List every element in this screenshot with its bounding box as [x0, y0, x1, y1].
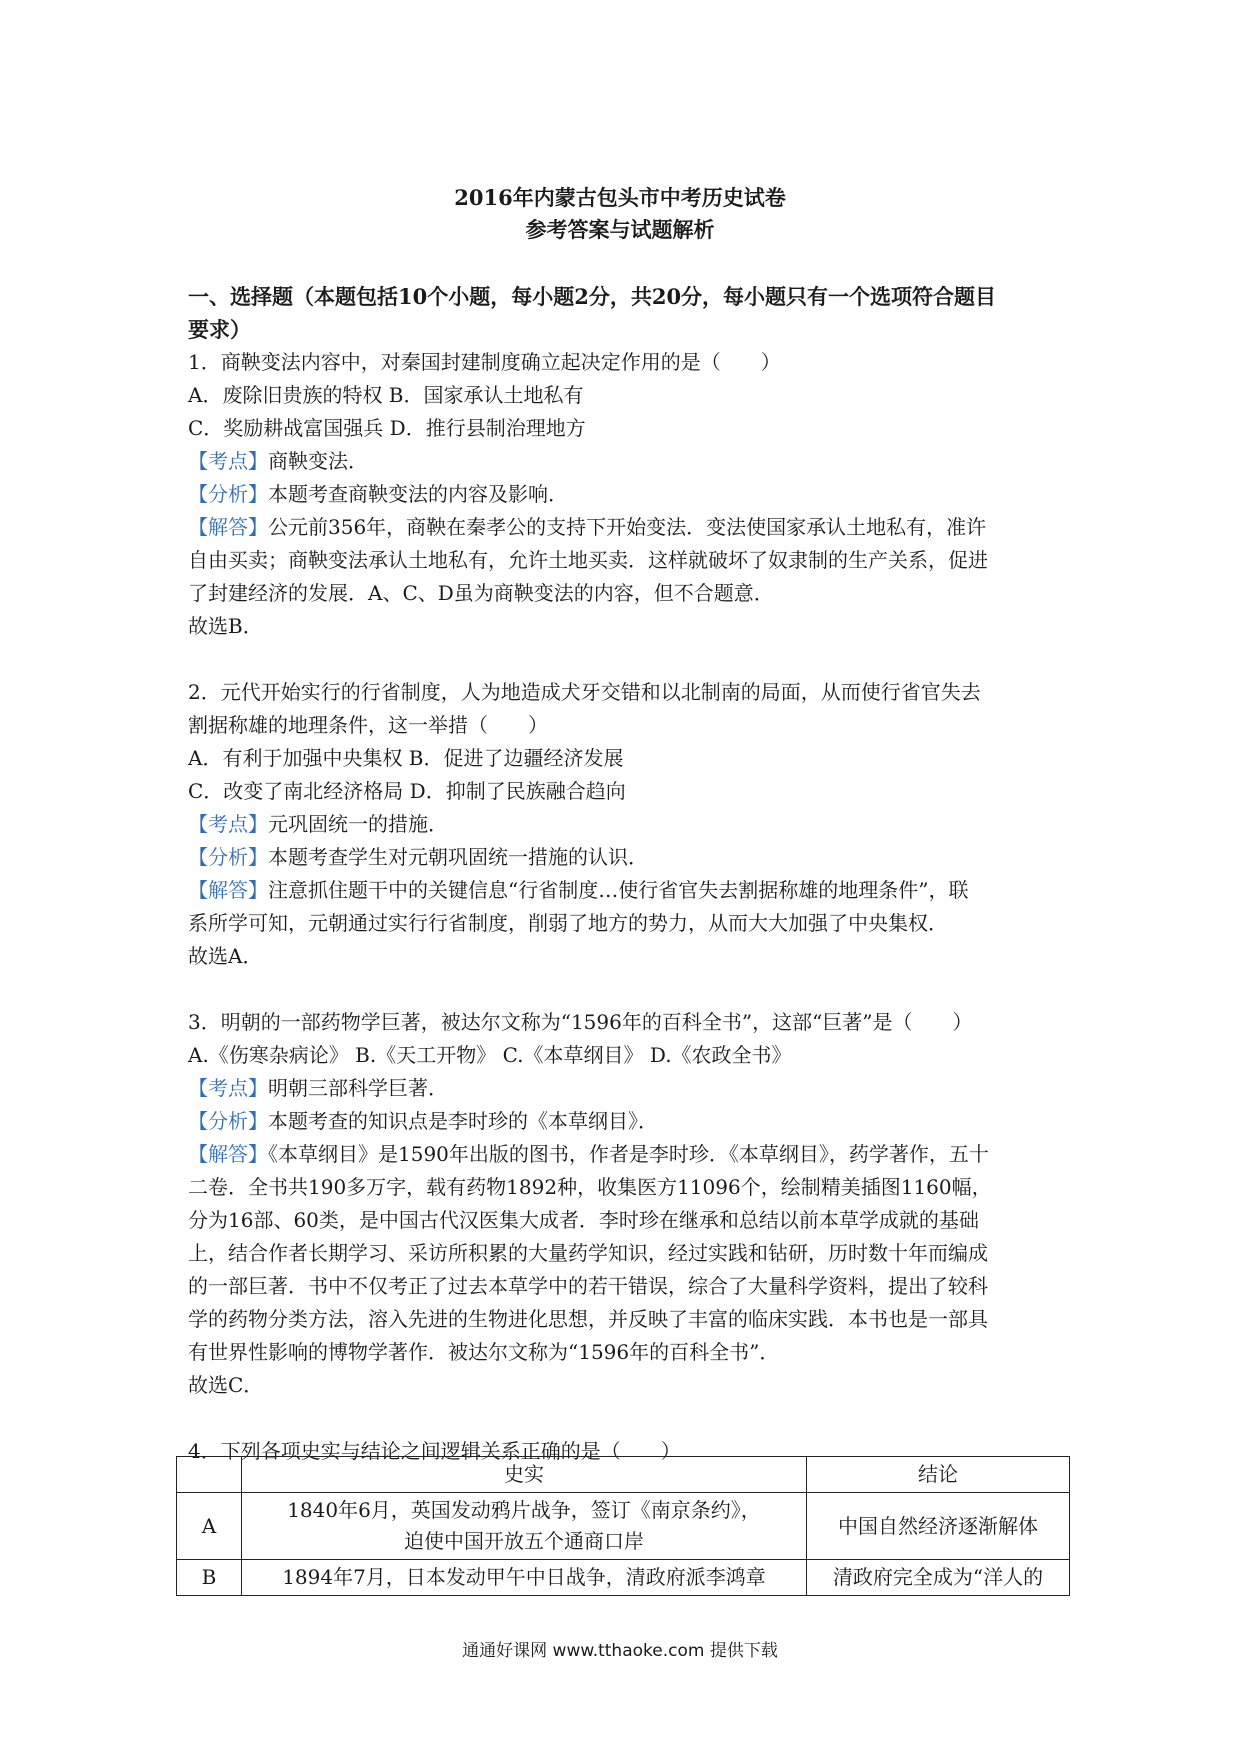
- jieda-tag: 【解答】: [188, 515, 268, 539]
- fenxi-tag: 【分析】: [188, 1109, 268, 1133]
- fenxi-tag: 【分析】: [188, 482, 268, 506]
- table-header-cell: 史实: [242, 1457, 807, 1493]
- footer-text: 通通好课网 www.tthaoke.com 提供下载: [462, 1641, 778, 1661]
- options-ab: A．废除旧贵族的特权 B．国家承认土地私有: [188, 383, 584, 407]
- options: A.《伤寒杂病论》 B.《天工开物》 C.《本草纲目》 D.《农政全书》: [188, 1043, 792, 1067]
- fenxi-text: 本题考查的知识点是李时珍的《本草纲目》．: [268, 1109, 658, 1133]
- jieda-line: [188, 874, 1068, 907]
- kaodian-tag: 【考点】: [188, 812, 268, 836]
- row-label: A: [177, 1493, 242, 1560]
- jieda-line: [188, 1138, 1068, 1171]
- jieda-text: 上，结合作者长期学习、采访所积累的大量药学知识，经过实践和钻研，历时数十年而编成: [188, 1241, 988, 1265]
- jieda-line: [188, 511, 1068, 544]
- fenxi-text: 本题考查学生对元朝巩固统一措施的认识．: [268, 845, 648, 869]
- fenxi-text: 本题考查商鞅变法的内容及影响．: [268, 482, 568, 506]
- jieda-text: 自由买卖；商鞅变法承认土地私有，允许土地买卖．这样就破坏了奴隶制的生产关系，促进: [188, 548, 988, 572]
- page-subtitle: 参考答案与试题解析: [525, 217, 715, 242]
- options-ab: A．有利于加强中央集权 B．促进了边疆经济发展: [188, 746, 624, 770]
- question-4-table: [176, 1456, 1070, 1596]
- content: [188, 280, 1068, 1468]
- spacer: [188, 973, 1068, 1006]
- jieda-text: 的一部巨著．书中不仅考正了过去本草学中的若干错误，综合了大量科学资料，提出了较科: [188, 1274, 988, 1298]
- jieda-text: 公元前356年，商鞅在秦孝公的支持下开始变法．变法使国家承认土地私有，准许: [268, 515, 987, 539]
- jieda-text: 有世界性影响的博物学著作．被达尔文称为“1596年的百科全书”．: [188, 1340, 780, 1364]
- answer-line: 故选A．: [188, 944, 263, 968]
- fenxi-line: [188, 1105, 1068, 1138]
- table-header-cell: [177, 1457, 242, 1493]
- fenxi-tag: 【分析】: [188, 845, 268, 869]
- row-label: B: [177, 1560, 242, 1596]
- fact-line: 1840年6月，英国发动鸦片战争，签订《南京条约》，: [287, 1498, 761, 1522]
- fact-line: 1894年7月，日本发动甲午中日战争，清政府派李鸿章: [282, 1565, 766, 1589]
- answer-line: 故选B．: [188, 614, 263, 638]
- fact-cell: [242, 1560, 807, 1596]
- table-row: [177, 1493, 1070, 1560]
- question-3: [188, 1006, 1068, 1402]
- options-cd: C．改变了南北经济格局 D．抑制了民族融合趋向: [188, 779, 626, 803]
- fact-cell: [242, 1493, 807, 1560]
- question-4-stem: 4．下列各项史实与结论之间逻辑关系正确的是（ ）: [188, 1439, 681, 1463]
- table-header-row: [177, 1457, 1070, 1493]
- kaodian-line: [188, 445, 1068, 478]
- section-heading-cont: 要求）: [188, 317, 251, 342]
- question-stem: 2．元代开始实行的行省制度，人为地造成犬牙交错和以北制南的局面，从而使行省官失去: [188, 680, 981, 704]
- conclusion-cell: 清政府完全成为“洋人的: [807, 1560, 1070, 1596]
- jieda-text: 学的药物分类方法，溶入先进的生物进化思想，并反映了丰富的临床实践．本书也是一部具: [188, 1307, 988, 1331]
- jieda-text: 注意抓住题干中的关键信息“行省制度…使行省官失去割据称雄的地理条件”，联: [268, 878, 969, 902]
- answer-line: 故选C．: [188, 1373, 264, 1397]
- kaodian-tag: 【考点】: [188, 449, 268, 473]
- jieda-text: 了封建经济的发展．A、C、D虽为商鞅变法的内容，但不合题意．: [188, 581, 774, 605]
- conclusion-cell: 中国自然经济逐渐解体: [807, 1493, 1070, 1560]
- jieda-tag: 【解答】: [188, 1142, 268, 1166]
- table-row: [177, 1560, 1070, 1596]
- kaodian-text: 元巩固统一的措施．: [268, 812, 448, 836]
- spacer: [188, 643, 1068, 676]
- kaodian-text: 明朝三部科学巨著．: [268, 1076, 448, 1100]
- section-heading: 一、选择题（本题包括10个小题，每小题2分，共20分，每小题只有一个选项符合题目: [188, 284, 997, 309]
- question-1: [188, 346, 1068, 643]
- question-stem-cont: 割据称雄的地理条件，这一举措（ ）: [188, 713, 548, 737]
- question-2: [188, 676, 1068, 973]
- jieda-tag: 【解答】: [188, 878, 268, 902]
- question-stem: 3．明朝的一部药物学巨著，被达尔文称为“1596年的百科全书”，这部“巨著”是（ ）: [188, 1010, 973, 1034]
- spacer: [188, 1402, 1068, 1435]
- kaodian-text: 商鞅变法．: [268, 449, 368, 473]
- fenxi-line: [188, 478, 1068, 511]
- jieda-text: 系所学可知，元朝通过实行行省制度，削弱了地方的势力，从而大大加强了中央集权．: [188, 911, 948, 935]
- question-stem: 1．商鞅变法内容中，对秦国封建制度确立起决定作用的是（ ）: [188, 350, 781, 374]
- jieda-text: 《本草纲目》是1590年出版的图书，作者是李时珍．《本草纲目》，药学著作，五十: [268, 1142, 989, 1166]
- options-cd: C．奖励耕战富国强兵 D．推行县制治理地方: [188, 416, 586, 440]
- jieda-text: 二卷．全书共190多万字，载有药物1892种，收集医方11096个，绘制精美插图1160幅，: [188, 1175, 992, 1199]
- page-title: 2016年内蒙古包头市中考历史试卷: [454, 185, 786, 210]
- kaodian-line: [188, 808, 1068, 841]
- fact-line: 迫使中国开放五个通商口岸: [404, 1529, 644, 1553]
- fenxi-line: [188, 841, 1068, 874]
- kaodian-tag: 【考点】: [188, 1076, 268, 1100]
- table-header-cell: 结论: [807, 1457, 1070, 1493]
- title-block: [0, 182, 1240, 246]
- kaodian-line: [188, 1072, 1068, 1105]
- jieda-text: 分为16部、60类，是中国古代汉医集大成者．李时珍在继承和总结以前本草学成就的基础: [188, 1208, 979, 1232]
